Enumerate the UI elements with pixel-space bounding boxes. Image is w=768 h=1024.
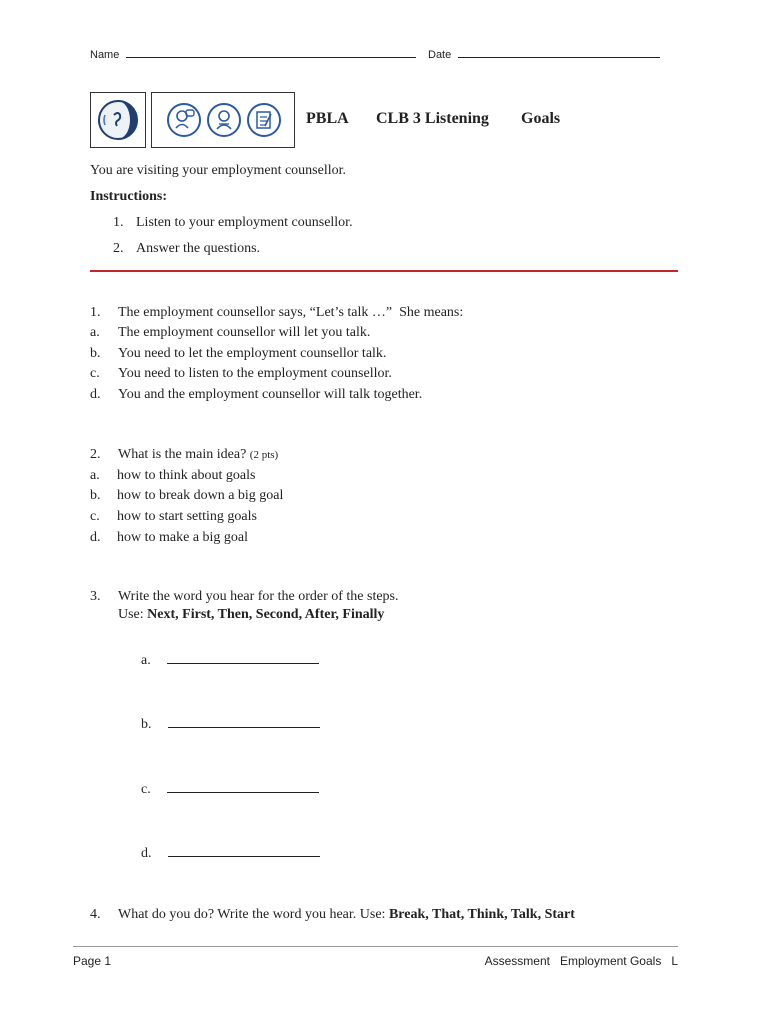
q1-a-text: The employment counsellor will let you talk. [118,325,371,340]
q2-num: 2. [90,447,101,462]
q3-num: 3. [90,589,101,604]
q3-blank-b-letter: b. [141,717,152,732]
q1-b-letter: b. [90,346,101,361]
answer-line-c[interactable] [167,780,319,793]
q2-a-letter: a. [90,468,100,483]
title-topic: Goals [521,110,561,127]
q2-b-letter: b. [90,488,101,503]
q1-d-text: You and the employment counsellor will talk together. [118,387,423,402]
q3-words: Next, First, Then, Second, After, Finally [147,607,385,622]
instruction-1-text: Listen to your employment counsellor. [136,215,353,230]
q2-d-text: how to make a big goal [117,530,249,545]
answer-line-a[interactable] [167,651,319,664]
instruction-2-num: 2. [113,241,124,256]
q2-text: What is the main idea? [118,447,247,462]
q4-text: What do you do? Write the word you hear. Use: [118,907,386,922]
q1-text: The employment counsellor says, “Let’s talk …” She means: [118,305,464,320]
reading-icon [206,102,242,138]
q3-blank-c-letter: c. [141,782,151,797]
q1-d-letter: d. [90,387,101,402]
instruction-2-text: Answer the questions. [136,241,261,256]
q1-a-letter: a. [90,325,100,340]
q3-blank-d-letter: d. [141,846,152,861]
date-label: Date [428,49,452,61]
name-field [90,46,416,61]
q2-b-text: how to break down a big goal [117,488,284,503]
q3-text: Write the word you hear for the order of the steps. [118,589,399,604]
q3-use-label: Use: [118,607,144,622]
footer-rule [73,946,678,947]
q3-blank-a-letter: a. [141,653,151,668]
speaking-icon [166,102,202,138]
q2-d-letter: d. [90,530,101,545]
q1-c-text: You need to listen to the employment counsellor. [118,366,392,381]
name-line [126,46,416,58]
q2-c-text: how to start setting goals [117,509,257,524]
q3-blank-b[interactable] [141,715,320,733]
q1-num: 1. [90,305,101,320]
skill-icons-box [151,92,295,148]
q4-question [118,907,575,923]
q1-b-text: You need to let the employment counsellor talk. [118,346,387,361]
q3-blank-d[interactable] [141,844,320,862]
q2-question [118,447,278,463]
clb-logo [90,92,146,148]
title-clb: CLB 3 Listening [376,110,489,127]
answer-line-d[interactable] [168,844,320,857]
intro-text: You are visiting your employment counsellor. [90,163,346,178]
instruction-1-num: 1. [113,215,124,230]
q4-num: 4. [90,907,101,922]
red-divider [90,270,678,272]
q2-c-letter: c. [90,509,100,524]
q1-c-letter: c. [90,366,100,381]
q2-a-text: how to think about goals [117,468,256,483]
ear-icon [91,93,145,147]
q4-words: Break, That, Think, Talk, Start [388,907,575,922]
q3-blank-c[interactable] [141,780,319,798]
footer-page: Page 1 [73,954,112,968]
writing-icon [246,102,282,138]
q3-blank-a[interactable] [141,651,319,669]
q3-use [118,607,384,623]
q2-points: (2 pts) [249,449,279,461]
answer-line-b[interactable] [168,715,320,728]
footer-doc: Assessment Employment Goals L [484,954,678,968]
instructions-heading: Instructions: [90,189,168,204]
date-line [458,46,660,58]
date-field [428,46,660,61]
name-label: Name [90,49,120,61]
title-pbla: PBLA [306,110,349,127]
